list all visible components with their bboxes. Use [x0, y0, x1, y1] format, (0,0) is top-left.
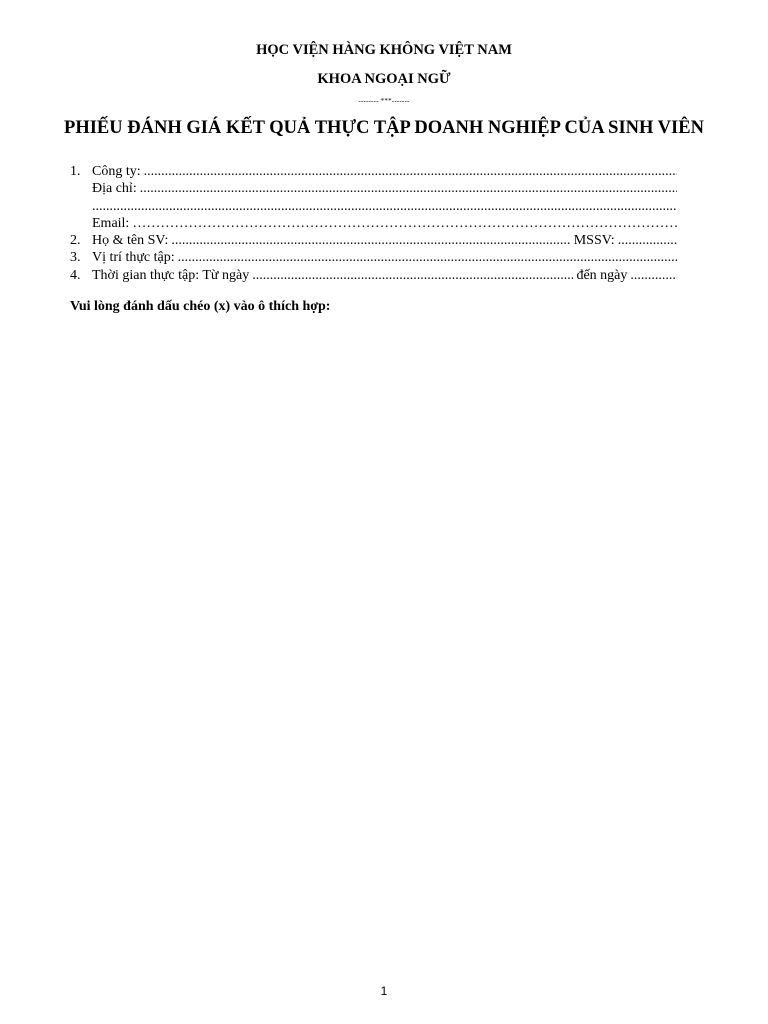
address-field[interactable] [140, 180, 677, 197]
email-label: Email: [92, 215, 130, 231]
instruction-text: Vui lòng đánh dấu chéo (x) vào ô thích hợp: [70, 299, 331, 314]
time-from-label: Thời gian thực tập: Từ ngày [92, 267, 250, 283]
position-row [70, 249, 677, 266]
start-date-field[interactable] [252, 267, 573, 284]
item-number: 2. [70, 233, 81, 249]
email-field[interactable] [132, 215, 677, 232]
student-row [70, 232, 677, 249]
department-name: KHOA NGOẠI NGỮ [317, 71, 451, 87]
company-field[interactable] [144, 163, 677, 180]
address-row [70, 180, 677, 197]
email-row [70, 215, 677, 232]
ornament-divider: -------- ***------- [358, 97, 410, 105]
student-name-label: Họ & tên SV: [92, 233, 169, 249]
end-date-field[interactable] [630, 267, 677, 284]
time-row [70, 267, 677, 284]
institution-name: HỌC VIỆN HÀNG KHÔNG VIỆT NAM [256, 42, 512, 58]
item-number: 4. [70, 267, 81, 283]
company-row [70, 163, 677, 180]
student-id-label: MSSV: [573, 233, 615, 249]
position-label: Vị trí thực tập: [92, 250, 175, 266]
page-number: 1 [380, 984, 388, 998]
student-id-field[interactable] [618, 232, 677, 249]
position-field[interactable] [178, 249, 677, 266]
company-label: Công ty: [92, 164, 141, 179]
item-number: 3. [70, 250, 81, 266]
time-to-label: đến ngày [576, 267, 628, 283]
page-title: PHIẾU ĐÁNH GIÁ KẾT QUẢ THỰC TẬP DOANH NGHIỆP CỦA SINH VIÊN [64, 118, 704, 138]
student-name-field[interactable] [171, 232, 570, 249]
info-form [70, 163, 677, 284]
address-continuation-row [70, 198, 677, 215]
address-label: Địa chỉ: [92, 181, 137, 197]
address-field-line-2[interactable] [92, 198, 677, 215]
item-number: 1. [70, 164, 81, 179]
